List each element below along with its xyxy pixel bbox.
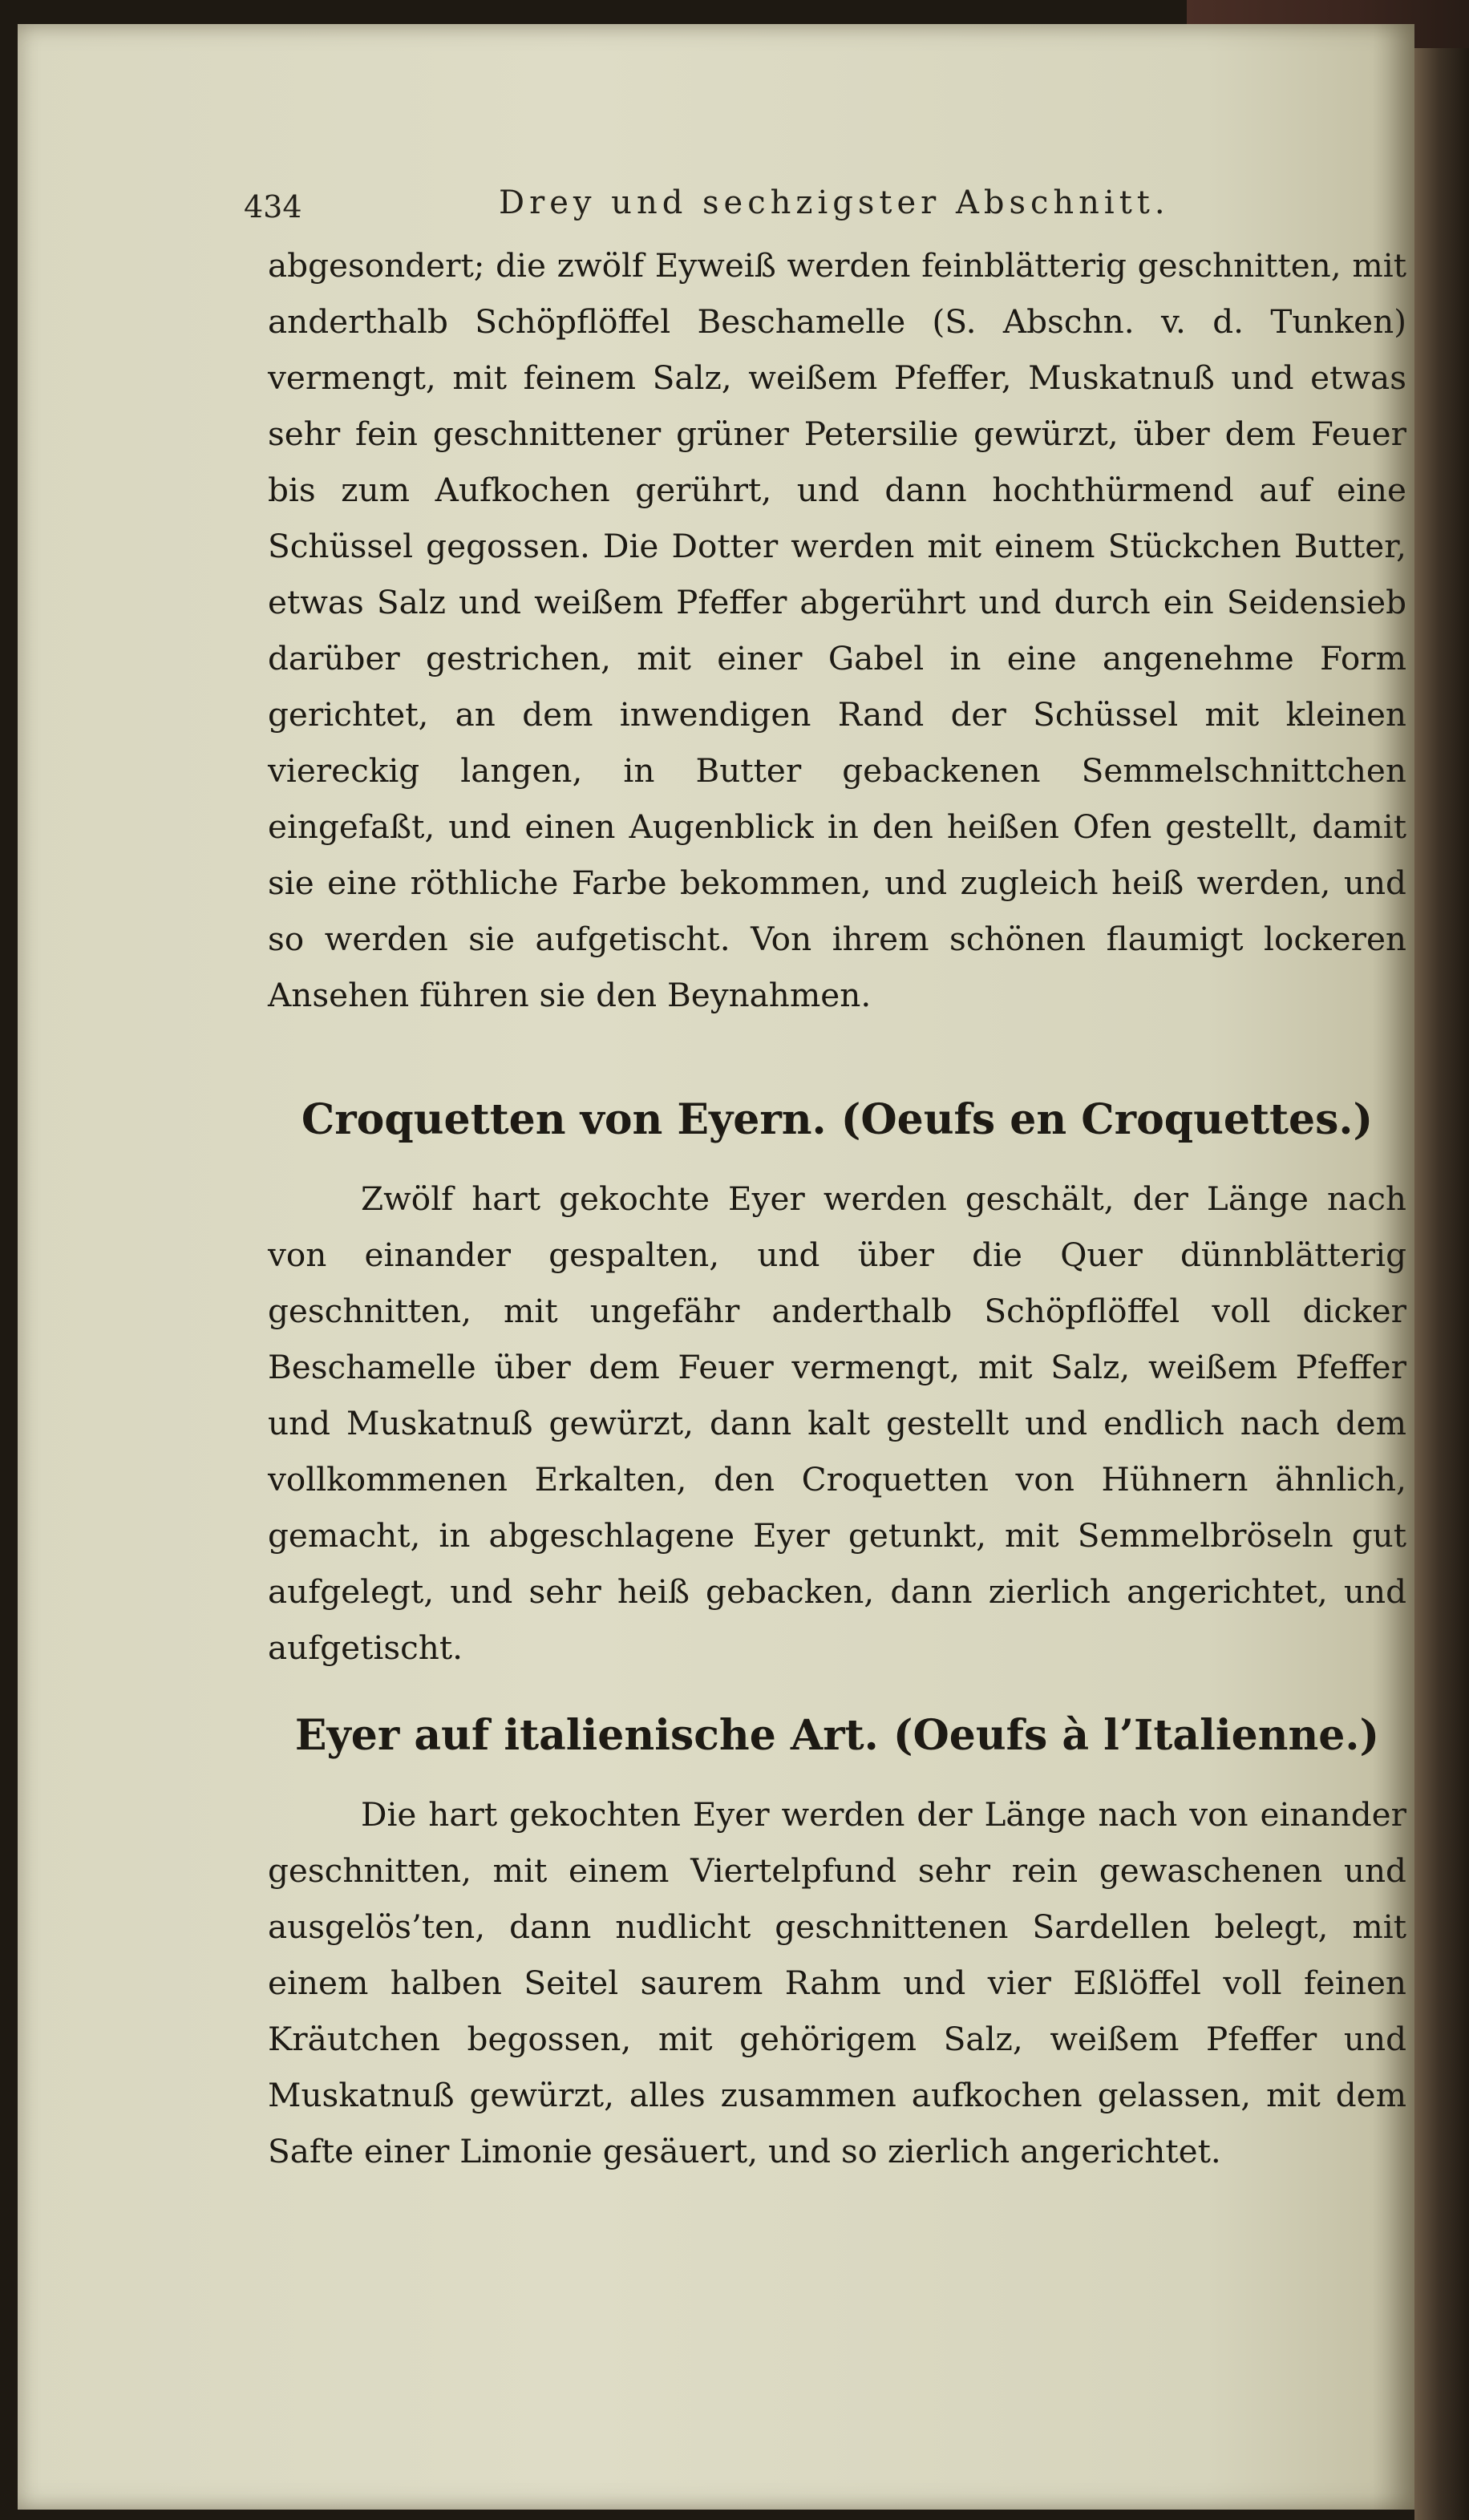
paragraph-2: Zwölf hart gekochte Eyer werden geschält, der Länge nach von einander gespalten, und über die Quer dünnblätterig geschnitten, mit ungefähr anderthalb Schöpflöffel voll dicker Beschamelle über dem Feuer vermengt, mit Salz, weißem Pfeffer und Muskatnuß gewürzt, dann kalt gestellt und endlich nach dem vollkommenen Erkalten, den Croquetten von Hühnern ähnlich, gemacht, in abgeschlagene Eyer getunkt, mit Semmelbröseln gut aufgelegt, und sehr heiß gebacken, dann zierlich angerichtet, und aufgetischt.: [268, 1179, 1406, 1667]
page-number: 434: [244, 189, 302, 224]
section-heading-italienische-art: Eyer auf italienische Art. (Oeufs à l’Italienne.): [294, 1711, 1380, 1760]
running-head: Drey und sechzigster Abschnitt.: [499, 184, 1170, 221]
section-heading-croquetten: Croquetten von Eyern. (Oeufs en Croquettes.): [301, 1095, 1374, 1144]
book-spine-edge: [1414, 48, 1469, 2520]
paragraph-1: abgesondert; die zwölf Eyweiß werden feinblätterig geschnitten, mit anderthalb Schöpflöffel Beschamelle (S. Abschn. v. d. Tunken) vermengt, mit feinem Salz, weißem Pfeffer, Muskatnuß und etwas sehr fein geschnittener grüner Petersilie gewürzt, über dem Feuer bis zum Aufkochen gerührt, und dann hochthürmend auf eine Schüssel gegossen. Die Dotter werden mit einem Stückchen Butter, etwas Salz und weißem Pfeffer abgerührt und durch ein Seidensieb darüber gestrichen, mit einer Gabel in eine angenehme Form gerichtet, an dem inwendigen Rand der Schüssel mit kleinen viereckig langen, in Butter gebackenen Semmelschnittchen eingefaßt, und einen Augenblick in den heißen Ofen gestellt, damit sie eine röthliche Farbe bekommen, und zugleich heiß werden, und so werden sie aufgetischt. Von ihrem schönen flaumigt lockeren Ansehen führen sie den Beynahmen.: [268, 246, 1406, 1014]
book-page: [18, 24, 1414, 2510]
paragraph-3: Die hart gekochten Eyer werden der Länge nach von einander geschnitten, mit einem Viertelpfund sehr rein gewaschenen und ausgelös’ten, dann nudlicht geschnittenen Sardellen belegt, mit einem halben Seitel saurem Rahm und vier Eßlöffel voll feinen Kräutchen begossen, mit gehörigem Salz, weißem Pfeffer und Muskatnuß gewürzt, alles zusammen aufkochen gelassen, mit dem Safte einer Limonie gesäuert, und so zierlich angerichtet.: [268, 1795, 1406, 2170]
